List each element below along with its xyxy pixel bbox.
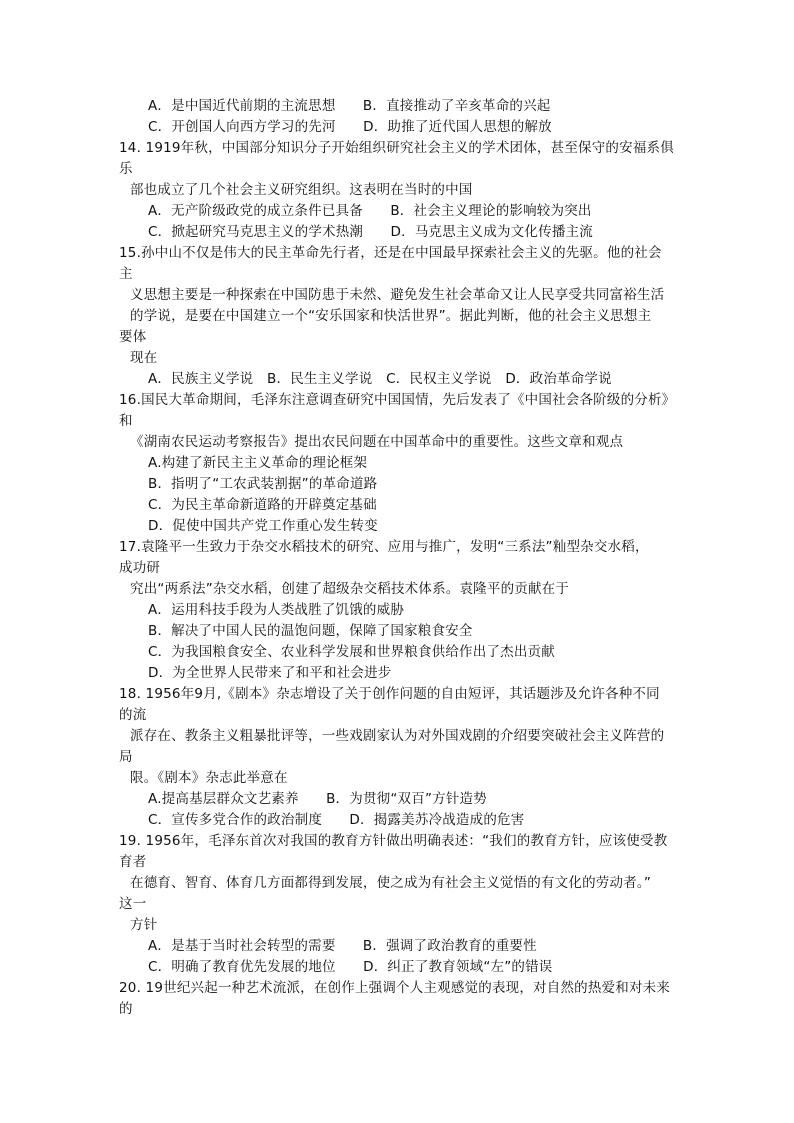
q18-options-cd: C．宣传多党合作的政治制度 D．揭露美苏冷战造成的危害 xyxy=(148,812,525,828)
q15-stem-wrap: 主 xyxy=(119,266,133,282)
q14-stem-cont: 部也成立了几个社会主义研究组织。这表明在当时的中国 xyxy=(130,182,473,198)
q19-stem: 19. 1956年，毛泽东首次对我国的教育方针做出明确表述：“我们的教育方针，应该使受教 xyxy=(119,833,668,849)
q14-stem-wrap: 乐 xyxy=(119,161,133,177)
q18-options-ab: A.提高基层群众文艺素养 B．为贯彻“双百”方针造势 xyxy=(148,791,487,807)
q18-stem-end: 限。《剧本》杂志此举意在 xyxy=(130,770,288,786)
q18-stem: 18. 1956年9月,《剧本》杂志增设了关于创作问题的自由短评，其话题涉及允许各种不同 xyxy=(119,686,660,702)
q19-options-cd: C．明确了教育优先发展的地位 D．纠正了教育领域“左”的错误 xyxy=(148,959,553,975)
q16-stem: 16.国民大革命期间，毛泽东注意调查研究中国国情，先后发表了《中国社会各阶级的分析》 xyxy=(119,392,676,408)
q18-stem-cont: 派存在、教条主义粗暴批评等，一些戏剧家认为对外国戏剧的介绍要突破社会主义阵营的 xyxy=(130,728,665,744)
q15-stem-end: 现在 xyxy=(130,350,158,366)
q16-stem-cont: 《湖南农民运动考察报告》提出农民问题在中国革命中的重要性。这些文章和观点 xyxy=(130,434,624,450)
q19-stem-wrap-2: 这一 xyxy=(119,896,147,912)
q15-stem-cont-2: 的学说，是要在中国建立一个“安乐国家和快活世界”。据此判断，他的社会主义思想主 xyxy=(130,308,652,324)
q17-option-b: B．解决了中国人民的温饱问题，保障了国家粮食安全 xyxy=(148,623,473,639)
q17-stem-cont: 究出“两系法”杂交水稻，创建了超级杂交稻技术体系。袁隆平的贡献在于 xyxy=(130,581,570,597)
q15-stem: 15.孙中山不仅是伟大的民主革命先行者，还是在中国最早探索社会主义的先驱。他的社会 xyxy=(119,245,662,261)
q13-options-ab: A．是中国近代前期的主流思想 B．直接推动了辛亥革命的兴起 xyxy=(148,98,551,114)
q16-option-a: A.构建了新民主主义革命的理论框架 xyxy=(148,455,368,471)
q15-stem-wrap-2: 要体 xyxy=(119,329,147,345)
q20-stem-wrap: 的 xyxy=(119,1001,133,1017)
q17-option-c: C．为我国粮食安全、农业科学发展和世界粮食供给作出了杰出贡献 xyxy=(148,644,555,660)
q13-options-cd: C．开创国人向西方学习的先河 D．助推了近代国人思想的解放 xyxy=(148,119,552,135)
q16-option-b: B．指明了“工农武装割据”的革命道路 xyxy=(148,476,378,492)
q19-stem-cont: 在德育、智育、体育几方面都得到发展，使之成为有社会主义觉悟的有文化的劳动者。” xyxy=(130,875,652,891)
q14-options-cd: C．掀起研究马克思主义的学术热潮 D．马克思主义成为文化传播主流 xyxy=(148,224,593,240)
q19-stem-end: 方针 xyxy=(130,917,158,933)
q19-stem-wrap: 育者 xyxy=(119,854,147,870)
q17-option-a: A．运用科技手段为人类战胜了饥饿的威胁 xyxy=(148,602,405,618)
q18-stem-wrap: 的流 xyxy=(119,707,147,723)
q15-options: A．民族主义学说 B．民生主义学说 C．民权主义学说 D．政治革命学说 xyxy=(148,371,612,387)
q17-stem: 17.袁隆平一生致力于杂交水稻技术的研究、应用与推广，发明“三系法”籼型杂交水稻， xyxy=(119,539,649,555)
q17-stem-wrap: 成功研 xyxy=(119,560,161,576)
q14-stem: 14. 1919年秋，中国部分知识分子开始组织研究社会主义的学术团体，甚至保守的安福系俱 xyxy=(119,140,674,156)
q15-stem-cont: 义思想主要是一种探索在中国防患于未然、避免发生社会革命又让人民享受共同富裕生活 xyxy=(130,287,665,303)
q16-option-d: D．促使中国共产党工作重心发生转变 xyxy=(148,518,378,534)
q17-option-d: D．为全世界人民带来了和平和社会进步 xyxy=(148,665,392,681)
q20-stem: 20. 19世纪兴起一种艺术流派，在创作上强调个人主观感觉的表现，对自然的热爱和对未来 xyxy=(119,980,671,996)
q14-options-ab: A．无产阶级政党的成立条件已具备 B．社会主义理论的影响较为突出 xyxy=(148,203,592,219)
q18-stem-wrap-2: 局 xyxy=(119,749,133,765)
q16-stem-wrap: 和 xyxy=(119,413,133,429)
q19-options-ab: A．是基于当时社会转型的需要 B．强调了政治教育的重要性 xyxy=(148,938,537,954)
q16-option-c: C．为民主革命新道路的开辟奠定基础 xyxy=(148,497,377,513)
